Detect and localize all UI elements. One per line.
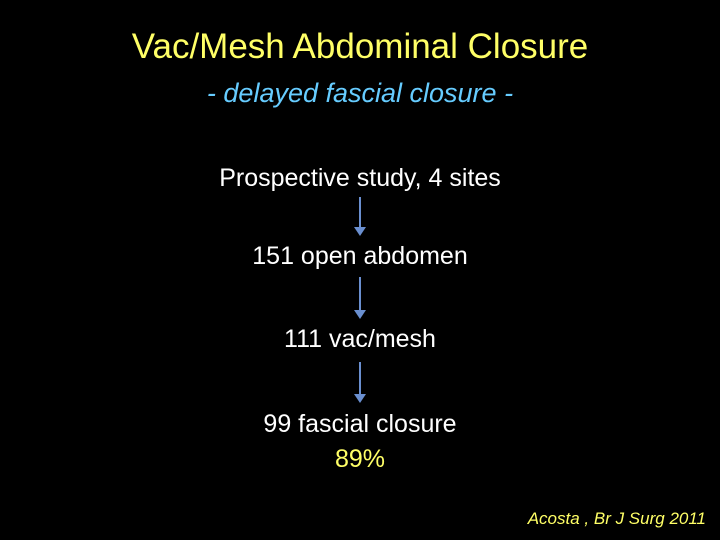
citation: Acosta , Br J Surg 2011 — [527, 509, 706, 528]
flow-arrow-1 — [354, 197, 366, 236]
flow-arrow-3 — [354, 362, 366, 403]
slide-title: Vac/Mesh Abdominal Closure — [131, 27, 589, 66]
flow-step-open-abdomen: 151 open abdomen — [252, 242, 468, 270]
flow-arrow-2 — [354, 277, 366, 319]
closure-percentage: 89% — [334, 445, 386, 473]
flow-step-fascial-closure: 99 fascial closure — [263, 410, 457, 438]
flow-step-vac-mesh: 111 vac/mesh — [284, 325, 436, 353]
slide-subtitle: - delayed fascial closure - — [206, 78, 514, 108]
flow-step-study: Prospective study, 4 sites — [219, 164, 501, 192]
